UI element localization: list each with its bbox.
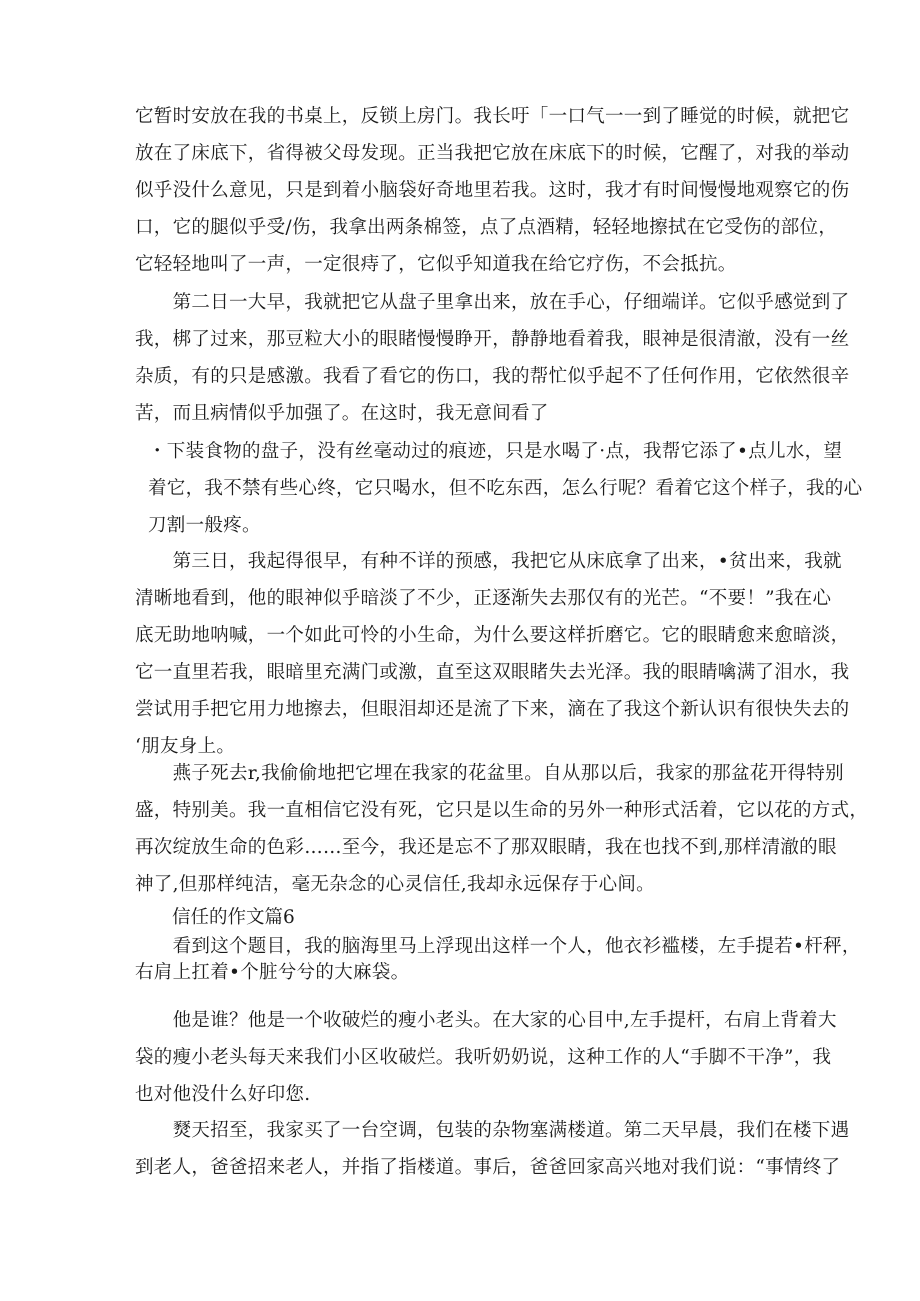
text-line: 袋的瘦小老头每天来我们小区收破烂。我听奶奶说，这种工作的人“手脚不干净”，我	[135, 1047, 832, 1068]
text-line: 口，它的腿似乎受/伤，我拿出两条棉签，点了点酒精，轻轻地擦拭在它受伤的部位，	[135, 217, 838, 238]
text-line: 尝试用手把它用力地擦去，但眼泪却还是流了下来，滴在了我这个新认识有很快失去的	[135, 699, 850, 720]
text-line: 到老人，爸爸招来老人，并指了指楼道。事后，爸爸回家高兴地对我们说：“事情终了	[135, 1157, 841, 1178]
paragraph-2	[135, 284, 850, 432]
text-line: 右肩上扛着•个脏兮兮的大麻袋。	[135, 962, 410, 983]
text-line: 它暂时安放在我的书桌上，反锁上房门。我长吁「一口气一一到了睡觉的时候，就把它	[135, 106, 850, 127]
text-line: 燹天招至，我家买了一台空调，包装的杂物塞满楼道。第二天早晨，我们在楼下遇	[135, 1120, 850, 1141]
text-line: 它一直里若我，眼暗里充满门或激，直至这双眼睹失去光泽。我的眼睛噙满了泪水，我	[135, 662, 850, 683]
text-line: 刀割一般疼。	[148, 515, 261, 536]
text-line: 清晰地看到，他的眼神似乎暗淡了不少，正逐渐失去那仅有的光芒。“不要！”我在心	[135, 588, 832, 609]
paragraph-3	[148, 433, 863, 544]
text-line: 我，梆了过来，那豆粒大小的眼睹慢慢睁开，静静地看着我，眼神是很清澈，没有一丝	[135, 329, 850, 350]
paragraph-5	[135, 755, 869, 903]
paragraph-4	[135, 543, 850, 765]
section-heading: 信任的作文篇6	[172, 907, 295, 928]
text-line: 再次绽放生命的色彩……至今，我还是忘不了那双眼睛，我在也找不到,那样清澈的眼	[135, 837, 837, 858]
text-line: 放在了床底下，省得被父母发现。正当我把它放在床底下的时候，它醒了，对我的举动	[135, 143, 850, 164]
text-line: 它轻轻地叫了一声，一定很痔了，它似乎知道我在给它疗伤，不会抵抗。	[135, 254, 737, 275]
text-line: 第二日一大早，我就把它从盘子里拿出来，放在手心，仔细端详。它似乎感觉到了	[135, 292, 850, 313]
paragraph-8	[135, 1112, 850, 1186]
text-line: 看到这个题目，我的脑海里马上浮现出这样一个人，他衣衫褴楼，左手提若•杆秤，	[135, 936, 861, 957]
text-line: 也对他没什么好印您.	[135, 1084, 311, 1105]
text-line: 燕子死去r,我偷偷地把它埋在我家的花盆里。自从那以后，我家的那盆花开得特别	[135, 763, 844, 784]
text-line: 苦，而且病情似乎加强了。在这时，我无意间看了	[135, 403, 549, 424]
text-line: 第三日，我起得很早，有种不详的预感，我把它从床底拿了出来，•贫出来，我就	[135, 551, 842, 572]
paragraph-6	[135, 934, 861, 986]
text-line: 着它，我不禁有些心终，它只喝水，但不吃东西，怎么行呢？看着它这个样子，我的心	[148, 478, 863, 499]
text-line: ‘朋友身上。	[135, 736, 236, 757]
text-line: 杂质，有的只是感激。我看了看它的伤口，我的帮忙似乎起不了任何作用，它依然很辛	[135, 366, 850, 387]
text-line: 他是谁？他是一个收破烂的瘦小老头。在大家的心目中,左手提杆，右肩上背着大	[135, 1010, 837, 1031]
text-line: 底无助地呐喊，一个如此可怜的小生命，为什么要这样折磨它。它的眼睛愈来愈暗淡，	[135, 625, 850, 646]
text-line: 似乎没什么意见，只是到着小脑袋好奇地里若我。这时，我才有时间慢慢地观察它的伤	[135, 180, 850, 201]
paragraph-1	[135, 98, 850, 283]
paragraph-7	[135, 1002, 837, 1113]
text-line: 神了,但那样纯洁，毫无杂念的心灵信任,我却永远保存于心间。	[135, 874, 655, 895]
text-line: 盛，特别美。我一直相信它没有死，它只是以生命的另外一种形式活着，它以花的方式，	[135, 800, 869, 821]
text-line: ・下装食物的盘子，没有丝毫动过的痕迹，只是水喝了·点，我帮它添了•点儿水，望	[148, 441, 843, 462]
